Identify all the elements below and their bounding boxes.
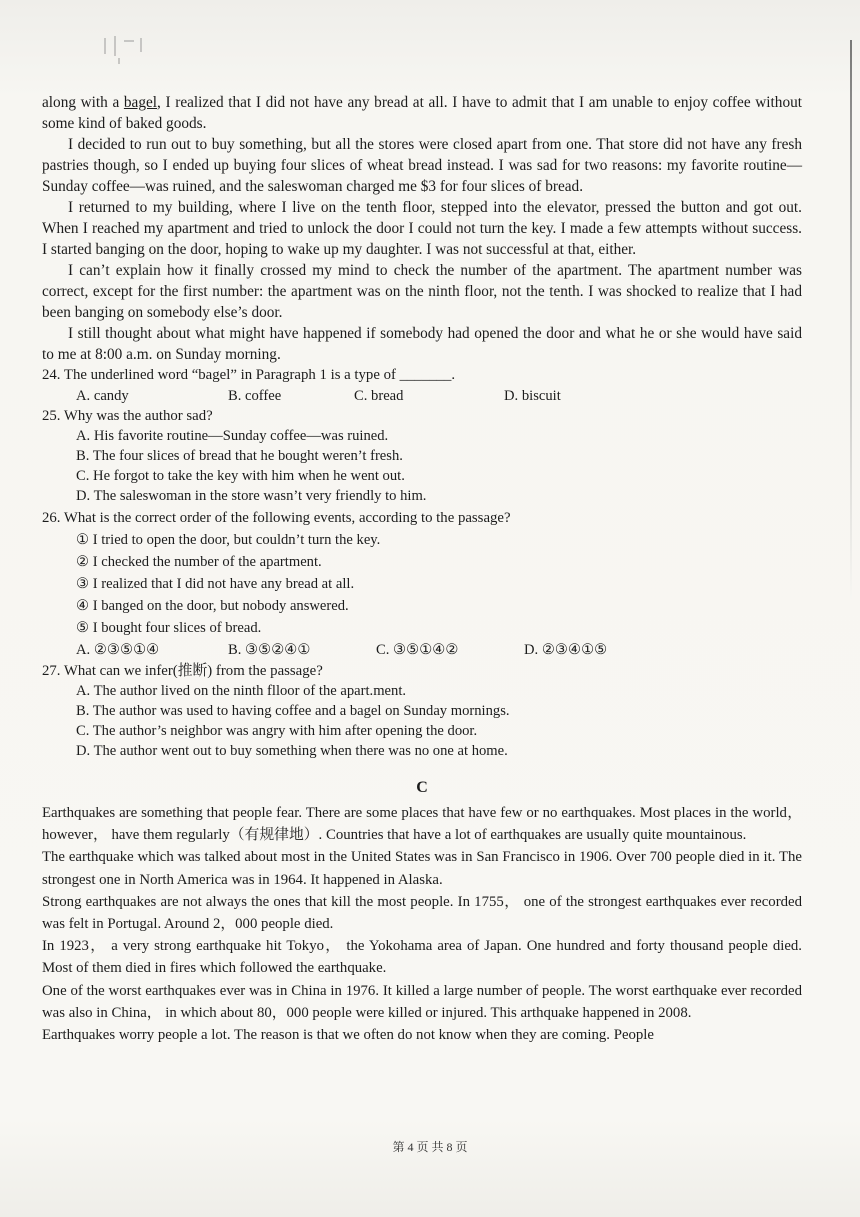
scan-artifact <box>100 32 158 68</box>
passage-b-paragraph-1: along with a bagel, I realized that I did not have any bread at all. I have to admit that I am unable to enjoy coffee without some kind of baked goods. <box>42 94 802 132</box>
passage-c-paragraph-1: Earthquakes are something that people fear. There are some places that have few or no earthquakes. Most places in the world， however， have them regularly（有规律地）. Countries that have a lot of earthquakes are usually quite mountainous. <box>42 805 802 844</box>
q27-option-a: A. The author lived on the ninth flloor of the apart.ment. <box>76 683 407 699</box>
q27-option-d: D. The author went out to buy something when there was no one at home. <box>76 743 508 759</box>
passage-b-paragraph-3: I returned to my building, where I live on the tenth floor, stepped into the elevator, pressed the button and got out. When I reached my apartment and tried to unlock the door I could not turn the key. I made a few attempts without success. I started banging on the door, hoping to wake up my daughter. I was not successful at that, either. <box>42 199 802 258</box>
question-24-stem: 24. The underlined word “bagel” in Paragraph 1 is a type of _______. <box>42 367 456 383</box>
q26-option-d: D. ②③④①⑤ <box>524 641 608 658</box>
q25-option-a: A. His favorite routine—Sunday coffee—was ruined. <box>76 428 389 444</box>
q24-option-c: C. bread <box>354 387 404 404</box>
q26-event-2: ② I checked the number of the apartment. <box>76 553 322 570</box>
q25-option-c: C. He forgot to take the key with him when he went out. <box>76 468 405 484</box>
passage-c-paragraph-2: The earthquake which was talked about most in the United States was in San Francisco in 1906. Over 700 people died in it. The strongest one in North America was in 1964. It happened in Alaska. <box>42 849 802 888</box>
q26-event-3: ③ I realized that I did not have any bread at all. <box>76 575 355 592</box>
q26-option-b: B. ③⑤②④① <box>228 641 311 658</box>
q25-option-d: D. The saleswoman in the store wasn’t very friendly to him. <box>76 488 427 504</box>
passage-b-paragraph-5: I still thought about what might have happened if somebody had opened the door and what he or she would have said to me at 8:00 a.m. on Sunday morning. <box>42 325 802 363</box>
q24-option-a: A. candy <box>76 387 129 404</box>
passage-c-paragraph-3: Strong earthquakes are not always the ones that kill the most people. In 1755， one of the strongest earthquakes ever recorded was felt in Portugal. Around 2，000 people died. <box>42 893 802 933</box>
q26-event-1: ① I tried to open the door, but couldn’t turn the key. <box>76 531 381 548</box>
page-content <box>42 92 802 1046</box>
underlined-word-bagel: bagel <box>123 94 158 111</box>
q26-event-4: ④ I banged on the door, but nobody answered. <box>76 597 349 614</box>
q25-option-b: B. The four slices of bread that he bought weren’t fresh. <box>76 448 403 464</box>
question-24-options <box>76 386 802 406</box>
q26-option-c: C. ③⑤①④② <box>376 641 459 658</box>
passage-b-paragraph-2: I decided to run out to buy something, but all the stores were closed apart from one. That store did not have any fresh pastries though, so I ended up buying four slices of wheat bread instead. I was sad for two reasons: my favorite routine— Sunday coffee—was ruined, and the saleswoman charged me $3 for four slices of bread. <box>42 136 802 195</box>
section-c-heading: C <box>416 779 428 796</box>
question-27-stem: 27. What can we infer(推断) from the passage? <box>42 662 323 679</box>
passage-b-paragraph-4: I can’t explain how it finally crossed my mind to check the number of the apartment. The apartment number was correct, except for the first number: the apartment was on the ninth floor, not the tenth. I was shocked to realize that I had been banging on somebody else’s door. <box>42 262 802 321</box>
page-edge-shadow <box>850 40 852 600</box>
page-number-footer: 第 4 页 共 8 页 <box>392 1140 468 1154</box>
q27-option-c: C. The author’s neighbor was angry with him after opening the door. <box>76 723 478 739</box>
q26-option-a: A. ②③⑤①④ <box>76 641 160 658</box>
question-26-options <box>76 639 802 661</box>
passage-c-paragraph-5: One of the worst earthquakes ever was in China in 1976. It killed a large number of people. The worst earthquake ever recorded was also in China， in which about 80，000 people were killed or injured. This arthquake happened in 2008. <box>42 982 802 1021</box>
question-25-stem: 25. Why was the author sad? <box>42 407 213 424</box>
passage-c-paragraph-4: In 1923， a very strong earthquake hit Tokyo， the Yokohama area of Japan. One hundred and forty thousand people died. Most of them died in fires which followed the earthquake. <box>42 938 802 977</box>
passage-c-paragraph-6: Earthquakes worry people a lot. The reason is that we often do not know when they are coming. People <box>42 1027 654 1044</box>
q24-option-b: B. coffee <box>228 387 282 404</box>
question-26-stem: 26. What is the correct order of the following events, according to the passage? <box>42 510 511 526</box>
q26-event-5: ⑤ I bought four slices of bread. <box>76 619 262 636</box>
q24-option-d: D. biscuit <box>504 387 561 404</box>
q27-option-b: B. The author was used to having coffee and a bagel on Sunday mornings. <box>76 703 510 719</box>
